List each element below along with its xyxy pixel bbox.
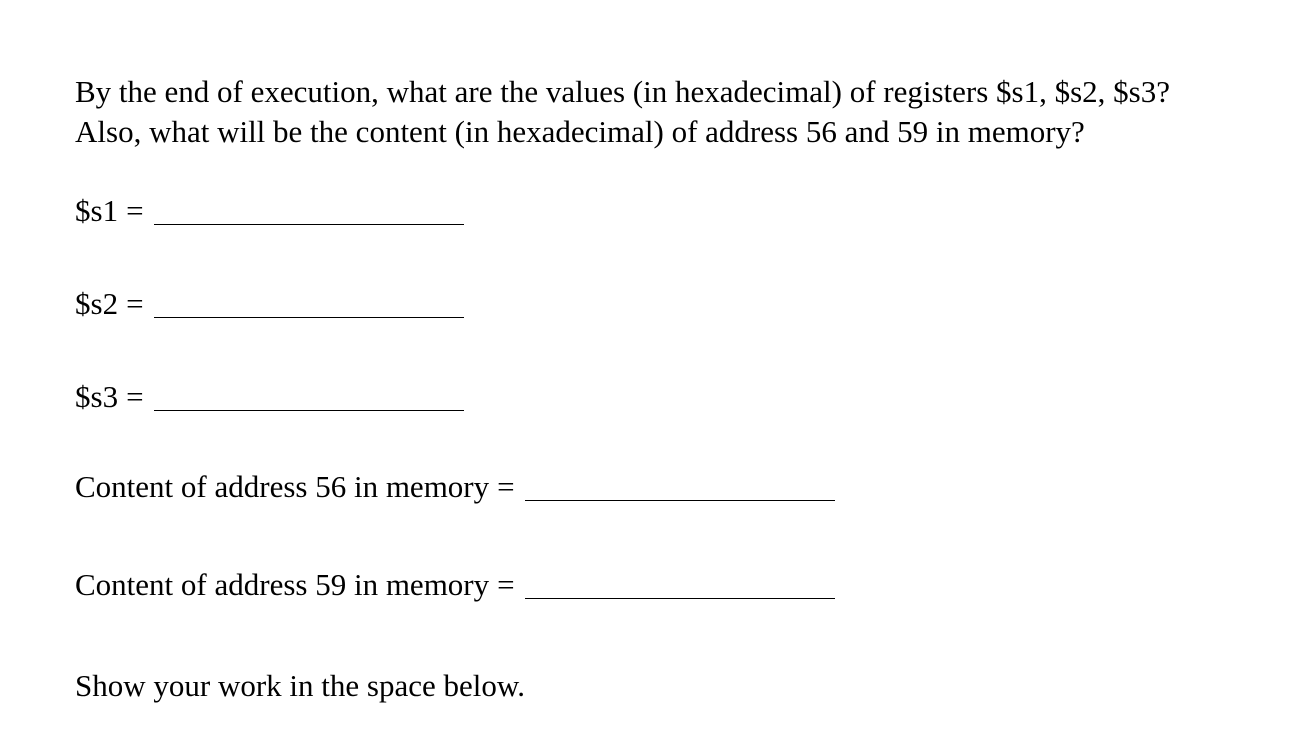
question-text [75,72,1255,152]
register-s1-answer-blank[interactable] [154,222,464,225]
question-line-2: Also, what will be the content (in hexadecimal) of address 56 and 59 in memory? [75,114,1085,149]
equals-sign: = [126,286,144,321]
register-s2-answer-blank[interactable] [154,315,464,318]
memory-59-label: Content of address 59 in memory [75,567,490,602]
answer-row-memory-59 [75,566,835,604]
equals-sign: = [126,379,144,414]
equals-sign: = [126,193,144,228]
memory-56-answer-blank[interactable] [525,498,835,501]
equals-sign: = [497,469,515,504]
answer-row-s3 [75,378,464,416]
register-s3-answer-blank[interactable] [154,408,464,411]
equals-sign: = [497,567,515,602]
question-line-1: By the end of execution, what are the values (in hexadecimal) of registers $s1, $s2, $s3? [75,74,1170,109]
answer-row-memory-56 [75,468,835,506]
answer-row-s2 [75,285,464,323]
show-work-instruction: Show your work in the space below. [75,668,525,703]
register-s1-label: $s1 [75,193,119,228]
memory-59-answer-blank[interactable] [525,596,835,599]
register-s3-label: $s3 [75,379,119,414]
register-s2-label: $s2 [75,286,119,321]
memory-56-label: Content of address 56 in memory [75,469,490,504]
answer-row-s1 [75,192,464,230]
